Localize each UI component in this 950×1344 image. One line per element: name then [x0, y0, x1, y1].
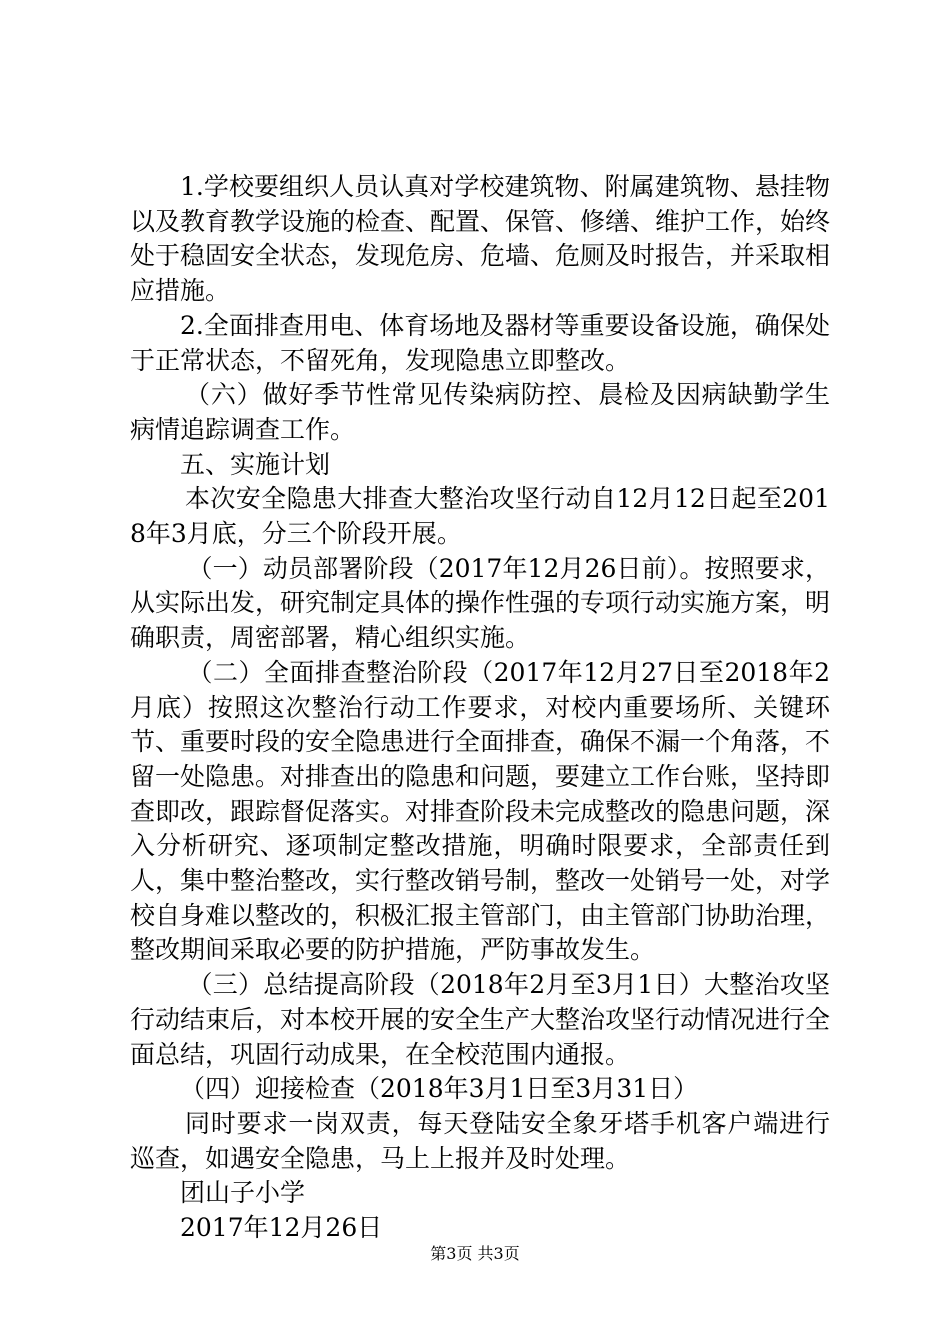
paragraph-6: （一）动员部署阶段（2017年12月26日前）。按照要求，从实际出发，研究制定具体的操作性强的专项行动实施方案，明确职责，周密部署，精心组织实施。 — [130, 553, 831, 653]
paragraph-3: （六）做好季节性常见传染病防控、晨检及因病缺勤学生病情追踪调查工作。 — [130, 380, 830, 444]
paragraph-2: 2.全面排查用电、体育场地及器材等重要设备设施，确保处于正常状态，不留死角，发现隐患立即整改。 — [130, 310, 830, 375]
page-footer: 第3页 共3页 — [430, 1244, 520, 1263]
paragraph-1: 1.学校要组织人员认真对学校建筑物、附属建筑物、悬挂物以及教育教学设施的检查、配置、保管、修缮、维护工作，始终处于稳固安全状态，发现危房、危墙、危厕及时报告，并采取相应措施。 — [130, 172, 831, 306]
section-heading-implementation-plan: 五、实施计划 — [180, 449, 331, 479]
paragraph-8: （三）总结提高阶段（2018年2月至3月1日）大整治攻坚行动结束后，对本校开展的安全生产大整治攻坚行动情况进行全面总结，巩固行动成果，在全校范围内通报。 — [130, 970, 831, 1069]
signature-school-name: 团山子小学 — [180, 1178, 306, 1208]
paragraph-9: （四）迎接检查（2018年3月1日至3月31日） — [180, 1074, 699, 1104]
document-body — [130, 170, 830, 1246]
signature-date: 2017年12月26日 — [180, 1213, 383, 1243]
paragraph-10: 同时要求一岗双责，每天登陆安全象牙塔手机客户端进行巡查，如遇安全隐患，马上上报并及时处理。 — [130, 1108, 830, 1173]
paragraph-5: 本次安全隐患大排查大整治攻坚行动自12月12日起至2018年3月底，分三个阶段开展。 — [130, 484, 830, 549]
paragraph-7: （二）全面排查整治阶段（2017年12月27日至2018年2月底）按照这次整治行动工作要求，对校内重要场所、关键环节、重要时段的安全隐患进行全面排查，确保不漏一个角落，不留一处隐患。对排查出的隐患和问题，要建立工作台账，坚持即查即改，跟踪督促落实。对排查阶段未完成整改的隐患问题，深入分析研究、逐项制定整改措施，明确时限要求，全部责任到人，集中整治整改，实行整改销号制，整改一处销号一处，对学校自身难以整改的，积极汇报主管部门，由主管部门协助治理，整改期间采取必要的防护措施，严防事故发生。 — [130, 657, 831, 965]
